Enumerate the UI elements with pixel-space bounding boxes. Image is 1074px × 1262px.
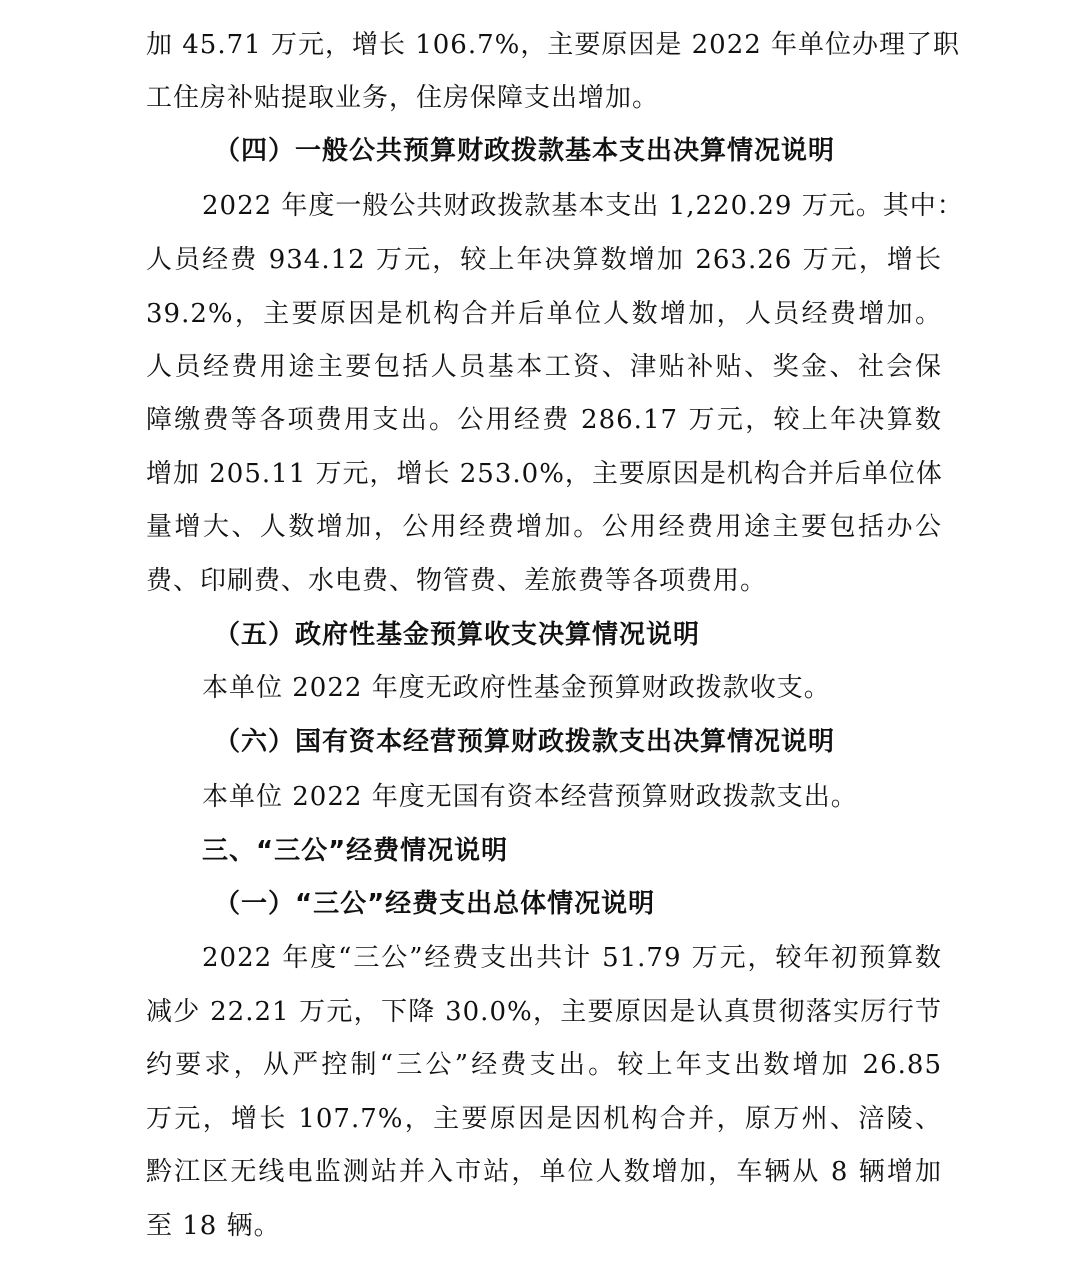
section-heading-5: （五）政府性基金预算收支决算情况说明 [214,620,701,650]
paragraph-line: 减少 22.21 万元，下降 30.0%，主要原因是认真贯彻落实厉行节 [146,997,942,1027]
section-heading-4: （四）一般公共预算财政拨款基本支出决算情况说明 [214,136,836,166]
paragraph-line: 障缴费等各项费用支出。公用经费 286.17 万元，较上年决算数 [146,405,942,435]
paragraph-line: 39.2%，主要原因是机构合并后单位人数增加，人员经费增加。 [146,299,942,329]
paragraph-line: 2022 年度一般公共财政拨款基本支出 1,220.29 万元。其中： [202,191,964,221]
paragraph-line: 约要求，从严控制“三公”经费支出。较上年支出数增加 26.85 [146,1050,942,1080]
paragraph-line: 量增大、人数增加，公用经费增加。公用经费用途主要包括办公 [146,512,942,542]
paragraph-line: 2022 年度“三公”经费支出共计 51.79 万元，较年初预算数 [202,943,942,973]
paragraph-line: 费、印刷费、水电费、物管费、差旅费等各项费用。 [146,566,768,596]
paragraph-line: 工住房补贴提取业务，住房保障支出增加。 [146,83,660,113]
section-heading-6: （六）国有资本经营预算财政拨款支出决算情况说明 [214,727,836,757]
section-heading-3: 三、“三公”经费情况说明 [202,836,509,866]
paragraph-line: 增加 205.11 万元，增长 253.0%，主要原因是机构合并后单位体 [146,459,943,489]
paragraph-line: 人员经费用途主要包括人员基本工资、津贴补贴、奖金、社会保 [146,352,942,382]
paragraph-line: 人员经费 934.12 万元，较上年决算数增加 263.26 万元，增长 [146,245,942,275]
paragraph-line: 黔江区无线电监测站并入市站，单位人数增加，车辆从 8 辆增加 [146,1157,942,1187]
paragraph-line: 万元，增长 107.7%，主要原因是因机构合并，原万州、涪陵、 [146,1104,942,1134]
paragraph-line: 本单位 2022 年度无国有资本经营预算财政拨款支出。 [202,782,858,812]
paragraph-line: 至 18 辆。 [146,1211,281,1241]
paragraph-line: 加 45.71 万元，增长 106.7%，主要原因是 2022 年单位办理了职 [146,30,961,60]
subsection-heading-1: （一）“三公”经费支出总体情况说明 [214,889,656,919]
paragraph-line: 本单位 2022 年度无政府性基金预算财政拨款收支。 [202,673,831,703]
